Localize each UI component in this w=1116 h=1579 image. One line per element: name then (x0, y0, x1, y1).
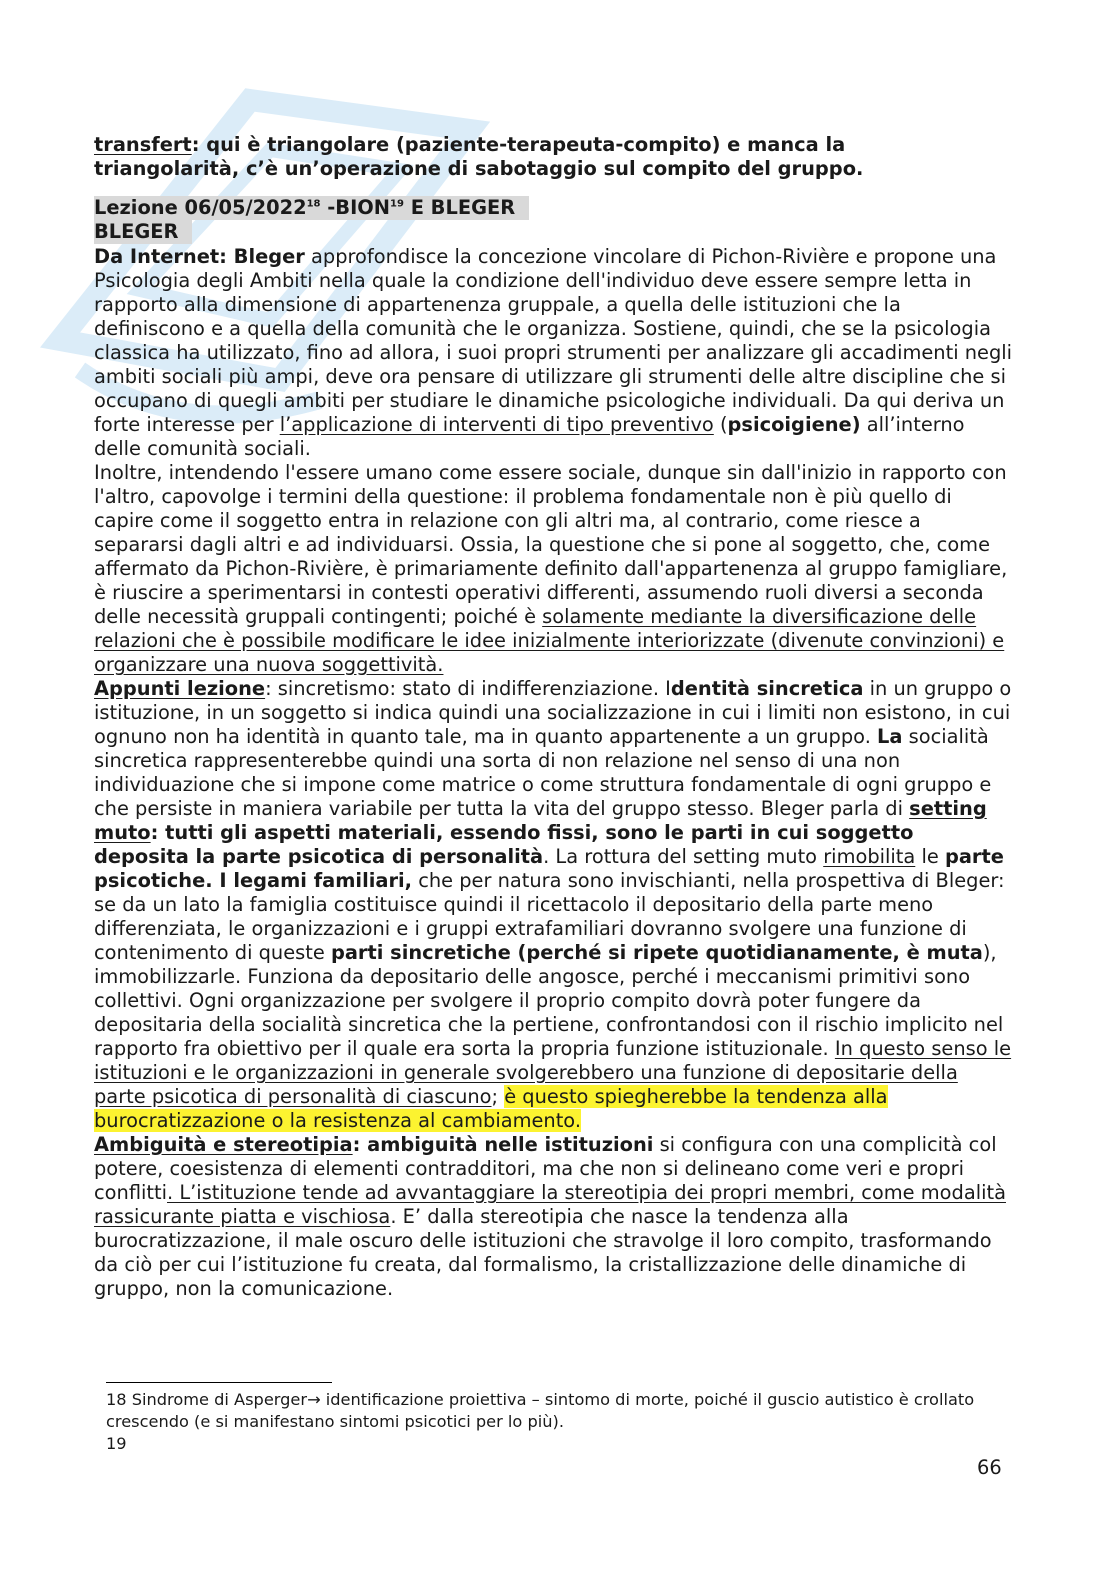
footnote-ref-18[interactable]: 18 (306, 198, 321, 210)
body-text (94, 245, 1014, 1301)
footnotes (106, 1389, 1006, 1455)
footnote-19: 19 (106, 1434, 127, 1453)
footnote-18: 18 Sindrome di Asperger→ identificazione proiettiva – sintomo di morte, poiché il guscio autistico è crollato crescendo (e si manifestano sintomi psicotici per lo più). (106, 1390, 975, 1431)
heading-line-2: BLEGER (94, 220, 192, 244)
paragraph-appunti: Appunti lezione: sincretismo: stato di indifferenziazione. Identità sincretica in un gruppo o istituzione, in un soggetto si indica quindi una socializzazione in cui i limiti non esistono, in cui ognuno non ha identità in quanto tale, ma in quanto appartenente a un gruppo. La socialità sincretica rappresenterebbe quindi una sorta di non relazione nel senso di una non individuazione che si impone come matrice o come struttura fondamentale di ogni gruppo e che persiste in maniera variabile per tutta la vita del gruppo stesso. Bleger parla di setting muto: tutti gli aspetti materiali, essendo fissi, sono le parti in cui soggetto deposita la parte psicotica di personalità. La rottura del setting muto rimobilita le parte psicotiche. I legami familiari, che per natura sono invischianti, nella prospettiva di Bleger: se da un lato la famiglia costituisce quindi il ricettacolo il depositario della parte meno differenziata, le organizzazioni e i gruppi extrafamiliari dovranno svolgere una funzione di contenimento di queste parti sincretiche (perché si ripete quotidianamente, è muta), immobilizzarle. Funziona da depositario delle angosce, perché i meccanismi primitivi sono collettivi. Ogni organizzazione per svolgere il proprio compito dovrà poter fungere da depositaria della socialità sincretica che la pertiene, confrontandosi con il rischio implicito nel rapporto fra obiettivo per il quale era sorta la propria funzione istituzionale. In questo senso le istituzioni e le organizzazioni in generale svolgerebbero una funzione di depositarie della parte psicotica di personalità di ciascuno; è questo spiegherebbe la tendenza alla burocratizzazione o la resistenza al cambiamento. (94, 677, 1012, 1132)
intro-paragraph: transfert: qui è triangolare (paziente-terapeuta-compito) e manca la triangolarità, c’è un’operazione di sabotaggio sul compito del gruppo. (94, 133, 864, 180)
footnote-separator (106, 1382, 332, 1383)
paragraph-ambiguita: Ambiguità e stereotipia: ambiguità nelle istituzioni si configura con una complicità col potere, coesistenza di elementi contradditori, ma che non si delineano come veri e propri conflitti. L’istituzione tende ad avvantaggiare la stereotipia dei propri membri, come modalità rassicurante piatta e vischiosa. E’ dalla stereotipia che nasce la tendenza alla burocratizzazione, il male oscuro delle istituzioni che stravolge il loro compito, trasformando da ciò per cui l’istituzione fu creata, dal formalismo, la cristallizzazione delle dinamiche di gruppo, non la comunicazione. (94, 1133, 1006, 1300)
arrow-icon: → (307, 1390, 321, 1409)
lesson-heading (94, 196, 529, 244)
intro-lead: transfert (94, 133, 192, 156)
page-number: 66 (977, 1456, 1002, 1479)
heading-line-1: Lezione 06/05/2022$^{18}$ -BION$^{19}$ E BLEGER (94, 196, 529, 220)
highlighted-text: è questo spiegherebbe la tendenza alla burocratizzazione o la resistenza al cambiamento. (94, 1085, 888, 1132)
paragraph-inoltre: Inoltre, intendendo l'essere umano come essere sociale, dunque sin dall'inizio in rapporto con l'altro, capovolge i termini della questione: il problema fondamentale non è più quello di capire come il soggetto entra in relazione con gli altri ma, al contrario, come riesce a separarsi dagli altri e ad individuarsi. Ossia, la questione che si pone al soggetto, che, come affermato da Pichon-Rivière, è primariamente definito dall'appartenenza al gruppo famigliare, è riuscire a sperimentarsi in contesti operativi differenti, assumendo ruoli diversi a seconda delle necessità gruppali contingenti; poiché è solamente mediante la diversificazione delle relazioni che è possibile modificare le idee inizialmente interiorizzate (divenute convinzioni) e organizzare una nuova soggettività. (94, 461, 1008, 676)
paragraph-internet: Da Internet: Bleger approfondisce la concezione vincolare di Pichon-Rivière e propone una Psicologia degli Ambiti nella quale la condizione dell'individuo deve essere sempre letta in rapporto alla dimensione di appartenenza gruppale, a quella delle istituzioni che la definiscono e a quella della comunità che le organizza. Sostiene, quindi, che se la psicologia classica ha utilizzato, fino ad allora, i suoi propri strumenti per analizzare gli accadimenti negli ambiti sociali più ampi, deve ora pensare di utilizzare gli strumenti delle altre discipline che si occupano di quegli ambiti per studiare le dinamiche psicologiche individuali. Da qui deriva un forte interesse per l’applicazione di interventi di tipo preventivo (psicoigiene) all’interno delle comunità sociali. (94, 245, 1013, 460)
footnote-ref-19[interactable]: 19 (390, 198, 404, 210)
